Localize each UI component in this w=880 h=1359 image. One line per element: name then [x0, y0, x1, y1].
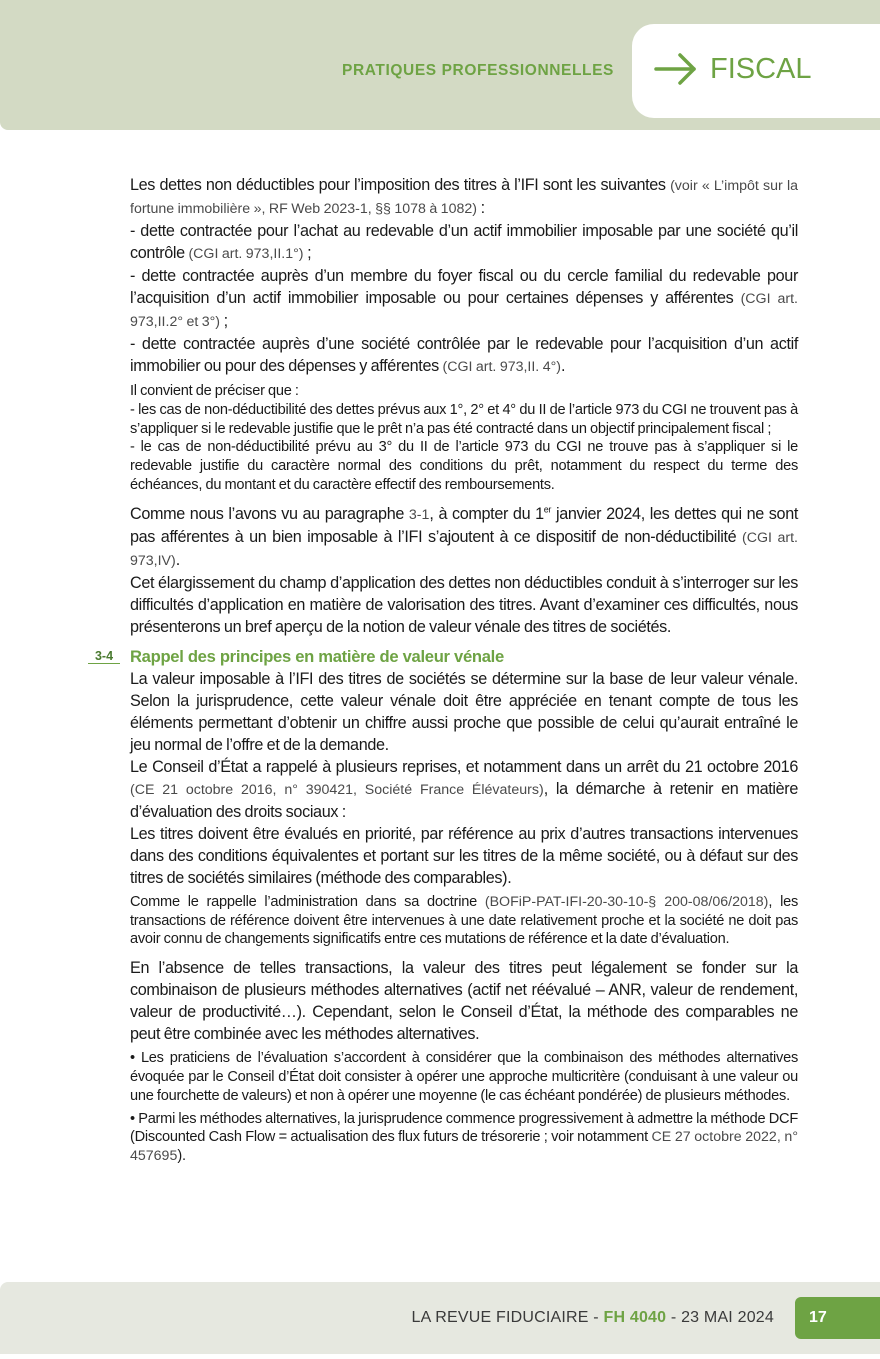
section-heading — [94, 646, 798, 668]
note-paragraph: Comme le rappelle l’administration dans sa doctrine (BOFiP-PAT-IFI-20-30-10-§ 200-08/06/2018), les transactions de référence doivent être intervenues à une date relativement proche et la société ne doit pas avoir connu de changements significatifs entre ces mutations de référence et la date d’évaluation. — [130, 893, 799, 948]
section-label: PRATIQUES PROFESSIONNELLES — [342, 62, 614, 79]
paragraph: Les titres doivent être évalués en priorité, par référence au prix d’autres transactions intervenues dans des conditions équivalentes et portant sur les titres de la même société, ou à défaut sur des titres de sociétés similaires (méthode des comparables). — [130, 824, 798, 887]
paragraph: Le Conseil d’État a rappelé à plusieurs reprises, et notamment dans un arrêt du 21 octobre 2016 (CE 21 octobre 2016, n° 390421, Société France Élévateurs), la démarche à retenir en matière d’évaluation des droits sociaux : — [130, 757, 798, 821]
page-header — [0, 0, 880, 130]
list-item: - dette contractée auprès d’un membre du foyer fiscal ou du cercle familial du redevable pour l’acquisition d’un actif immobilier imposable ou pour certaines dépenses y afférentes (CGI art. 973,II.2° et 3°) ; — [130, 267, 799, 330]
paragraph: La valeur imposable à l’IFI des titres de sociétés se détermine sur la base de leur valeur vénale. Selon la jurisprudence, cette valeur vénale doit être appréciée en tenant compte de tous les éléments permettant d’obtenir un chiffre aussi proche que possible de celui qu’aurait entraîné le jeu normal de l’offre et de la demande. — [130, 669, 798, 754]
header-tab — [632, 24, 880, 118]
list-item: - dette contractée pour l’achat au redevable d’un actif immobilier imposable par une société qu’il contrôle (CGI art. 973,II.1°) ; — [130, 222, 798, 262]
paragraph: En l’absence de telles transactions, la valeur des titres peut légalement se fonder sur la combinaison de plusieurs méthodes alternatives (actif net réévalué – ANR, valeur de rendement, valeur de productivité…). Cependant, selon le Conseil d’État, la méthode des comparables ne peut être combinée avec les méthodes alternatives. — [130, 959, 798, 1044]
arrow-right-icon — [654, 52, 698, 86]
article-body — [94, 174, 799, 1166]
paragraph: Cet élargissement du champ d’application des dettes non déductibles conduit à s’interroger sur les difficultés d’application en matière de valorisation des titres. Avant d’examiner ces difficultés, nous présenterons un bref aperçu de la notion de valeur vénale des titres de sociétés. — [130, 573, 798, 636]
bullet-item: • Les praticiens de l’évaluation s’accordent à considérer que la combinaison des méthodes alternatives évoquée par le Conseil d’État doit consister à opérer une approche multicritère (conduisant à une valeur ou une fourchette de valeurs) et non à opérer une moyenne (le cas échéant pondérée) de plusieurs méthodes. — [130, 1050, 798, 1104]
note-list-item: - le cas de non-déductibilité prévu au 3° du II de l’article 973 du CGI ne trouve pas à s’appliquer si le redevable justifie du caractère normal des conditions du prêt, notamment du respect du terme des échéances, du montant et du caractère effectif des remboursements. — [130, 439, 798, 493]
page-number: 17 — [795, 1297, 880, 1339]
section-title: Rappel des principes en matière de valeur vénale — [130, 646, 504, 666]
bullet-item: • Parmi les méthodes alternatives, la jurisprudence commence progressivement à admettre la méthode DCF (Discounted Cash Flow = actualisation des flux futurs de trésorerie ; voir notamment CE 27 octobre 2022, n° 457695). — [130, 1110, 798, 1165]
note-paragraph: Il convient de préciser que : — [130, 383, 299, 399]
paragraph: Comme nous l’avons vu au paragraphe 3-1, à compter du 1er janvier 2024, les dettes qui ne sont pas afférentes à un bien imposable à l’IFI s’ajoutent à ce dispositif de non-déductibilité (CGI art. 973,IV). — [130, 504, 799, 569]
paragraph: Les dettes non déductibles pour l’imposition des titres à l’IFI sont les suivantes (voir « L’impôt sur la fortune immobilière », RF Web 2023-1, §§ 1078 à 1082) : — [130, 176, 798, 217]
list-item: - dette contractée auprès d’une société contrôlée par le redevable pour l’acquisition d’un actif immobilier ou pour des dépenses y afférentes (CGI art. 973,II. 4°). — [130, 335, 798, 375]
section-number: 3-4 — [88, 649, 120, 664]
page-title: FISCAL — [710, 53, 812, 85]
note-list-item: - les cas de non-déductibilité des dettes prévus aux 1°, 2° et 4° du II de l’article 973 du CGI ne trouvent pas à s’appliquer si le redevable justifie que le prêt n’a pas été contracté dans un objectif principalement fiscal ; — [130, 401, 798, 437]
footer-citation: LA REVUE FIDUCIAIRE - FH 4040 - 23 MAI 2024 — [411, 1309, 774, 1326]
